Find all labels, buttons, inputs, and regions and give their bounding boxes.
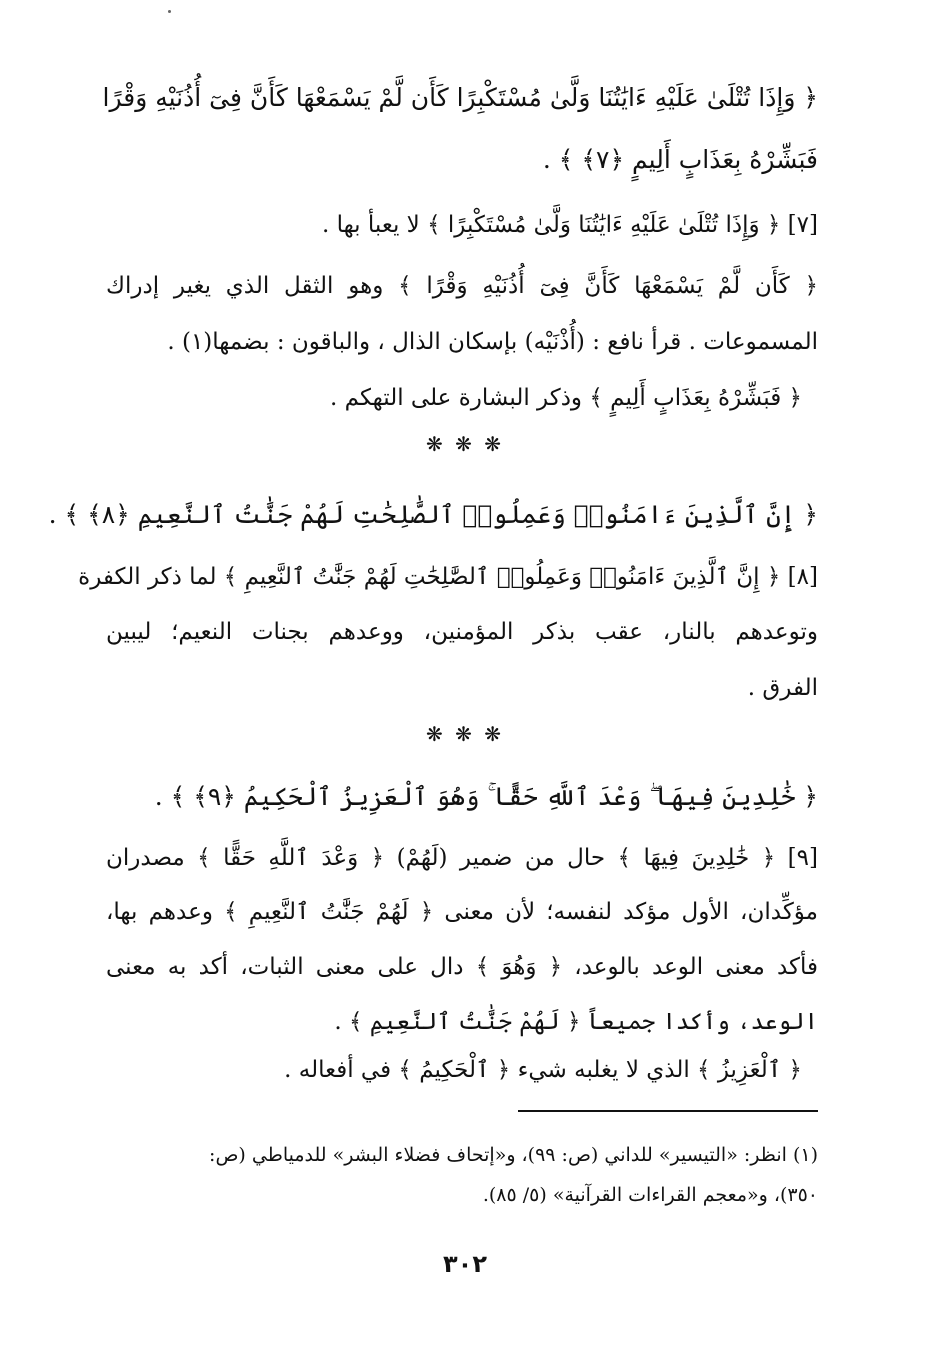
- footnote-line-1: (١) انظر: «التيسير» للداني (ص: ٩٩)، و«إتحاف فضلاء البشر» للدمياطي (ص:: [209, 1144, 818, 1166]
- commentary-7-line-2: ﴿ كَأَن لَّمْ يَسْمَعْهَا كَأَنَّ فِىٓ أُذُنَيْهِ وَقْرًا ﴾ وهو الثقل الذي يغير إدراك: [106, 273, 818, 299]
- page-number: ٣٠٢: [443, 1250, 487, 1278]
- commentary-7-line-3: المسموعات . قرأ نافع : (أُذْنَيْه) بإسكان الذال ، والباقون : بضمها(١) .: [167, 329, 818, 355]
- commentary-9-line-2: مؤكِّدان، الأول مؤكد لنفسه؛ لأن معنى ﴿ لَهُمْ جَنَّٰتُ ٱلنَّعِيمِ ﴾ وعدهم بها،: [106, 899, 818, 925]
- commentary-7-line-4: ﴿ فَبَشِّرْهُ بِعَذَابٍ أَلِيمٍ ﴾ وذكر البشارة على التهكم .: [330, 385, 802, 411]
- commentary-9-line-1: [٩] ﴿ خَٰلِدِينَ فِيهَا ﴾ حال من ضمير (لَهُمْ) ﴿ وَعْدَ ٱللَّهِ حَقًّا ﴾ مصدران: [106, 845, 818, 871]
- section-separator-1: ❋ ❋ ❋: [426, 432, 504, 456]
- commentary-9-line-3: فأكد معنى الوعد بالوعد، ﴿ وَهُوَ ﴾ دال على معنى الثبات، أكد به معنى: [106, 954, 819, 980]
- commentary-8-line-2: وتوعدهم بالنار، عقب بذكر المؤمنين، ووعدهم بجنات النعيم؛ ليبين: [106, 619, 818, 645]
- commentary-9-line-5: ﴿ ٱلْعَزِيزُ ﴾ الذي لا يغلبه شيء ﴿ ٱلْحَكِيمُ ﴾ في أفعاله .: [284, 1057, 802, 1083]
- verse-8: ﴿ إِنَّ ٱلَّذِينَ ءَامَنُوا۟ وَعَمِلُوا۟ ٱلصَّٰلِحَٰتِ لَهُمْ جَنَّٰتُ ٱلنَّعِيمِ ﴿٨﴾ ﴾ .: [48, 500, 818, 529]
- footnote-line-2: ٣٥٠)، و«معجم القراءات القرآنية» (٥/ ٨٥).: [482, 1184, 818, 1206]
- footnote-rule: [518, 1110, 818, 1112]
- speck: [168, 10, 171, 13]
- commentary-9-line-4: الوعد، وأكدا جميعاً ﴿ لَهُمْ جَنَّٰتُ ٱلنَّعِيمِ ﴾ .: [334, 1009, 818, 1035]
- verse-9: ﴿ خَٰلِدِينَ فِيهَا ۖ وَعْدَ ٱللَّهِ حَقًّا ۚ وَهُوَ ٱلْعَزِيزُ ٱلْحَكِيمُ ﴿٩﴾ ﴾ .: [154, 782, 818, 811]
- verse-7-line-1: ﴿ وَإِذَا تُتْلَىٰ عَلَيْهِ ءَايَٰتُنَا وَلَّىٰ مُسْتَكْبِرًا كَأَن لَّمْ يَسْمَعْهَا كَأَنَّ فِىٓ أُذُنَيْهِ وَقْرًا: [102, 83, 818, 112]
- commentary-8-line-3: الفرق .: [747, 675, 818, 701]
- commentary-8-line-1: [٨] ﴿ إِنَّ ٱلَّذِينَ ءَامَنُوا۟ وَعَمِلُوا۟ ٱلصَّٰلِحَٰتِ لَهُمْ جَنَّٰتُ ٱلنَّعِيمِ ﴾ لما ذكر الكفرة: [78, 564, 818, 590]
- commentary-7-line-1: [٧] ﴿ وَإِذَا تُتْلَىٰ عَلَيْهِ ءَايَٰتُنَا وَلَّىٰ مُسْتَكْبِرًا ﴾ لا يعبأ بها .: [321, 212, 818, 238]
- section-separator-2: ❋ ❋ ❋: [426, 722, 504, 746]
- verse-7-line-2: فَبَشِّرْهُ بِعَذَابٍ أَلِيمٍ ﴿٧﴾ ﴾ .: [542, 145, 818, 174]
